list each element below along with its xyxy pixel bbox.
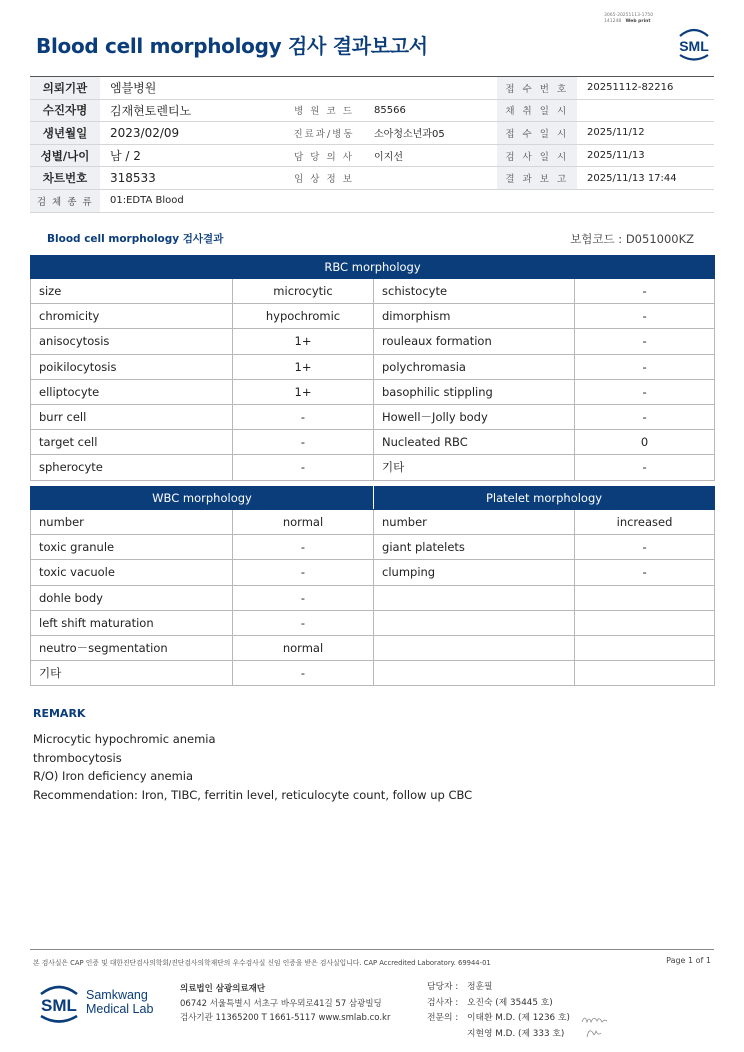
- table-row: [31, 610, 715, 635]
- item-result: normal: [233, 510, 374, 535]
- item-result: -: [233, 535, 374, 560]
- page-title: Blood cell morphology 검사 결과보고서: [36, 34, 428, 58]
- item-result: [575, 610, 715, 635]
- document-code: [604, 13, 653, 24]
- patient-info-row: [30, 144, 714, 167]
- info-label: 접 수 번 호: [497, 77, 577, 100]
- info-value: [364, 77, 497, 100]
- table-row: [31, 535, 715, 560]
- item-result: -: [575, 404, 715, 429]
- table-row: [31, 635, 715, 660]
- table-row: [31, 510, 715, 535]
- item-name: target cell: [31, 430, 233, 455]
- info-value: 엠블병원: [100, 77, 284, 100]
- item-result: -: [575, 329, 715, 354]
- item-name: [374, 635, 575, 660]
- item-name: [374, 585, 575, 610]
- remark-line: thrombocytosis: [33, 750, 122, 765]
- item-name: poikilocytosis: [31, 354, 233, 379]
- patient-info-row: [30, 122, 714, 145]
- item-result: 0: [575, 430, 715, 455]
- item-name: Howell－Jolly body: [374, 404, 575, 429]
- patient-info-row: [30, 99, 714, 122]
- item-result: -: [233, 661, 374, 686]
- item-name: [374, 661, 575, 686]
- item-result: -: [233, 585, 374, 610]
- info-label: 접 수 일 시: [497, 122, 577, 145]
- item-result: [575, 635, 715, 660]
- info-label: 담 당 의 사: [284, 144, 364, 167]
- info-value: 소아청소년과05: [364, 122, 497, 145]
- item-name: burr cell: [31, 404, 233, 429]
- sml-logo-icon: [674, 26, 714, 62]
- rbc-header: RBC morphology: [31, 256, 715, 279]
- table-row: [31, 661, 715, 686]
- item-result: -: [233, 560, 374, 585]
- brand-name: Samkwang Medical Lab: [86, 988, 154, 1016]
- info-label: 결 과 보 고: [497, 167, 577, 190]
- document-code-line2: 141248 Web print: [604, 18, 651, 24]
- info-value: 남 / 2: [100, 144, 284, 167]
- item-result: -: [233, 455, 374, 480]
- logo-text: SML: [679, 38, 709, 54]
- table-row: [31, 560, 715, 585]
- rbc-morphology-table: [30, 255, 715, 481]
- item-result: normal: [233, 635, 374, 660]
- wbc-platelet-table: [30, 486, 715, 686]
- item-name: giant platelets: [374, 535, 575, 560]
- info-value: 2023/02/09: [100, 122, 284, 145]
- item-result: [575, 585, 715, 610]
- info-value: 2025/11/13 17:44: [577, 167, 714, 190]
- item-name: polychromasia: [374, 354, 575, 379]
- insurance-code: 보험코드 : D051000KZ: [570, 232, 694, 246]
- org-name: 의료법인 삼광의료재단: [180, 984, 266, 994]
- remark-title: REMARK: [33, 707, 86, 720]
- specimen-value: 01:EDTA Blood: [100, 189, 714, 212]
- staff-row: 검사자 : 오진숙 (제 35445 호): [427, 997, 553, 1008]
- result-section-title: Blood cell morphology 검사결과: [47, 233, 224, 245]
- table-row: [31, 379, 715, 404]
- document-code-line1: 3065-20251113-1750: [604, 13, 654, 18]
- item-name: dimorphism: [374, 304, 575, 329]
- item-result: -: [233, 404, 374, 429]
- item-result: [575, 661, 715, 686]
- remark-text: [33, 730, 472, 805]
- info-label: [284, 77, 364, 100]
- organization-info: [180, 982, 390, 1026]
- item-name: neutro－segmentation: [31, 635, 233, 660]
- info-value: 20251112-82216: [577, 77, 714, 100]
- info-value: 85566: [364, 99, 497, 122]
- table-row: [31, 404, 715, 429]
- table-row: [31, 279, 715, 304]
- item-result: -: [575, 535, 715, 560]
- item-name: size: [31, 279, 233, 304]
- item-name: chromicity: [31, 304, 233, 329]
- accreditation-note: 본 검사실은 CAP 인증 및 대한진단검사의학회/진단검사의학재단의 우수검사실 신임 인증을 받은 검사실입니다. CAP Accredited Laboratory. 69944-01: [33, 959, 491, 967]
- remark-line: Microcytic hypochromic anemia: [33, 732, 216, 746]
- item-name: elliptocyte: [31, 379, 233, 404]
- patient-info-row: [30, 167, 714, 190]
- patient-info-row: [30, 77, 714, 100]
- org-contact: 검사기관 11365200 T 1661-5117 www.smlab.co.kr: [180, 1013, 391, 1023]
- remark-line: R/O) Iron deficiency anemia: [33, 769, 194, 784]
- patient-info-table: [30, 76, 714, 213]
- info-value: [577, 99, 714, 122]
- org-address: 06742 서울특별시 서초구 바우뫼로41길 57 삼광빌딩: [180, 998, 382, 1009]
- info-label: 병 원 코 드: [284, 99, 364, 122]
- info-value: 이지선: [364, 144, 497, 167]
- item-result: 1+: [233, 379, 374, 404]
- specimen-label: 검 체 종 류: [30, 189, 100, 212]
- table-row: [31, 585, 715, 610]
- info-value: 2025/11/13: [577, 144, 714, 167]
- table-row: [31, 304, 715, 329]
- info-label: 채 취 일 시: [497, 99, 577, 122]
- staff-list: [427, 980, 570, 1042]
- item-result: -: [575, 279, 715, 304]
- signature-icon: [580, 1012, 610, 1026]
- item-result: -: [575, 304, 715, 329]
- remark-line: Recommendation: Iron, TIBC, ferritin level, reticulocyte count, follow up CBC: [33, 788, 473, 803]
- info-label: 의뢰기관: [30, 77, 100, 100]
- info-label: 성별/나이: [30, 144, 100, 167]
- item-result: 1+: [233, 354, 374, 379]
- item-name: 기타: [374, 455, 575, 480]
- info-label: 차트번호: [30, 167, 100, 190]
- item-name: spherocyte: [31, 455, 233, 480]
- item-name: toxic granule: [31, 535, 233, 560]
- item-result: -: [575, 455, 715, 480]
- item-result: increased: [575, 510, 715, 535]
- item-name: [374, 610, 575, 635]
- item-result: -: [575, 354, 715, 379]
- table-row: [31, 430, 715, 455]
- table-row: [31, 354, 715, 379]
- item-name: 기타: [31, 661, 233, 686]
- sml-logo-icon: [36, 980, 82, 1026]
- item-name: schistocyte: [374, 279, 575, 304]
- item-result: -: [233, 610, 374, 635]
- info-value: 318533: [100, 167, 284, 190]
- item-name: anisocytosis: [31, 329, 233, 354]
- staff-row: 전문의 : 이태환 M.D. (제 1236 호): [427, 1013, 570, 1023]
- wbc-header: WBC morphology: [31, 487, 374, 510]
- item-result: 1+: [233, 329, 374, 354]
- info-label: 생년월일: [30, 122, 100, 145]
- item-name: toxic vacuole: [31, 560, 233, 585]
- table-row: [31, 455, 715, 480]
- platelet-header: Platelet morphology: [374, 487, 715, 510]
- logo-text: SML: [41, 996, 77, 1015]
- item-name: rouleaux formation: [374, 329, 575, 354]
- info-label: 임 상 정 보: [284, 167, 364, 190]
- footer-divider: [30, 949, 714, 950]
- item-result: -: [575, 379, 715, 404]
- item-name: basophilic stippling: [374, 379, 575, 404]
- info-value: 김재현토렌티노: [100, 99, 284, 122]
- item-result: microcytic: [233, 279, 374, 304]
- staff-row: 담당자 : 정훈필: [427, 982, 493, 992]
- item-name: dohle body: [31, 585, 233, 610]
- info-label: 검 사 일 시: [497, 144, 577, 167]
- item-name: left shift maturation: [31, 610, 233, 635]
- info-label: 진료과/병동: [284, 122, 364, 145]
- item-result: -: [233, 430, 374, 455]
- specimen-row: [30, 189, 714, 212]
- page-number: Page 1 of 1: [666, 956, 711, 965]
- info-value: 2025/11/12: [577, 122, 714, 145]
- info-label: 수진자명: [30, 99, 100, 122]
- info-value: [364, 167, 497, 190]
- item-name: number: [31, 510, 233, 535]
- item-name: Nucleated RBC: [374, 430, 575, 455]
- signature-icon: [584, 1026, 604, 1040]
- table-row: [31, 329, 715, 354]
- item-result: -: [575, 560, 715, 585]
- item-name: number: [374, 510, 575, 535]
- item-name: clumping: [374, 560, 575, 585]
- item-result: hypochromic: [233, 304, 374, 329]
- staff-row: 지현영 M.D. (제 333 호): [467, 1028, 565, 1039]
